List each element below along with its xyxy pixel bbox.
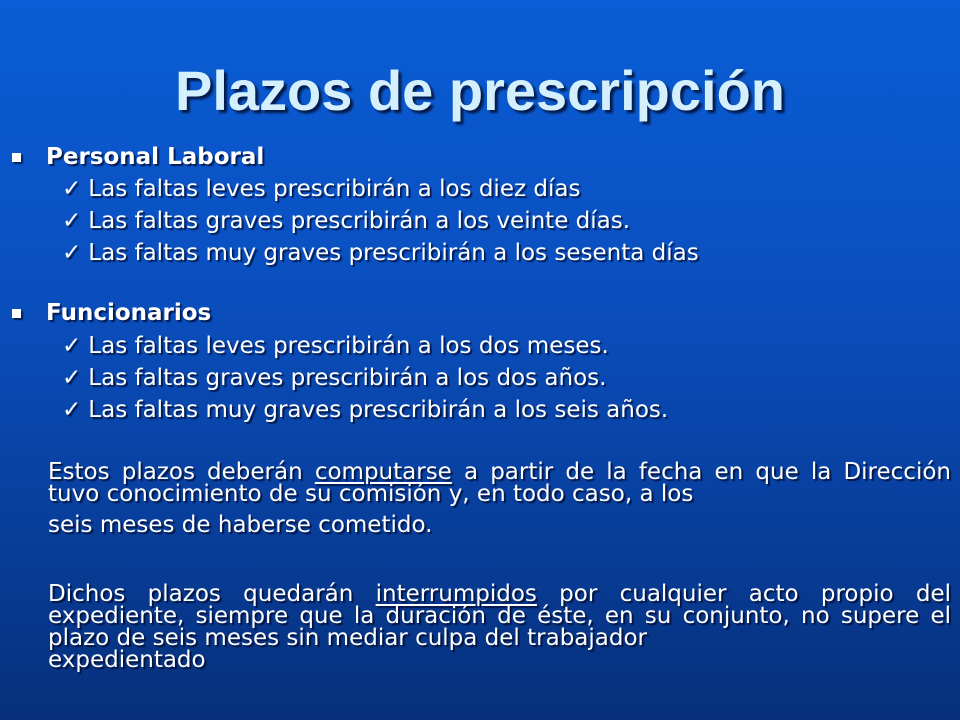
section-label: Funcionarios [46, 300, 212, 326]
list-item-text: Las faltas muy graves prescribirán a los seis años. [88, 397, 669, 423]
section-label: Personal Laboral [46, 144, 265, 170]
list-item-text: Las faltas graves prescribirán a los veinte días. [88, 208, 631, 234]
paragraph-text: Dichos plazos quedarán [48, 581, 376, 607]
paragraph-computo [48, 461, 951, 536]
paragraph-text: a partir de la fecha en que la Dirección tuvo conocimiento de su comisión y, en todo caso, a los [48, 459, 951, 507]
checkmark-icon: ✓ [62, 365, 82, 391]
list-item [62, 330, 609, 362]
list-item [62, 205, 630, 237]
list-item-text: Las faltas graves prescribirán a los dos años. [88, 365, 607, 391]
list-item [62, 394, 668, 426]
checkmark-icon: ✓ [62, 397, 82, 423]
slide-title: Plazos de prescripción [175, 59, 785, 122]
list-item-text: Las faltas leves prescribirán a los dos meses. [88, 333, 609, 359]
list-item [62, 237, 699, 269]
paragraph-last-line: seis meses de haberse cometido. [48, 512, 433, 538]
list-item [62, 173, 580, 205]
checkmark-icon: ✓ [62, 176, 82, 202]
underlined-term: computarse [314, 459, 452, 485]
square-bullet-icon [12, 309, 21, 318]
section-heading-funcionarios [12, 298, 211, 328]
section-heading-personal-laboral [12, 142, 264, 172]
underlined-term: interrumpidos [375, 581, 537, 607]
list-item [62, 362, 606, 394]
square-bullet-icon [12, 153, 21, 162]
list-item-text: Las faltas muy graves prescribirán a los sesenta días [88, 240, 699, 266]
checkmark-icon: ✓ [62, 240, 82, 266]
paragraph-text: Estos plazos deberán [48, 459, 315, 485]
list-item-text: Las faltas leves prescribirán a los diez días [88, 176, 581, 202]
paragraph-interrupcion [48, 583, 951, 671]
paragraph-text: por cualquier acto propio del expediente, siempre que la duración de éste, en su conjunto, no supere el plazo de seis meses sin mediar culpa del trabajador [48, 581, 951, 651]
checkmark-icon: ✓ [62, 333, 82, 359]
checkmark-icon: ✓ [62, 208, 82, 234]
paragraph-last-line: expedientado [48, 647, 206, 673]
